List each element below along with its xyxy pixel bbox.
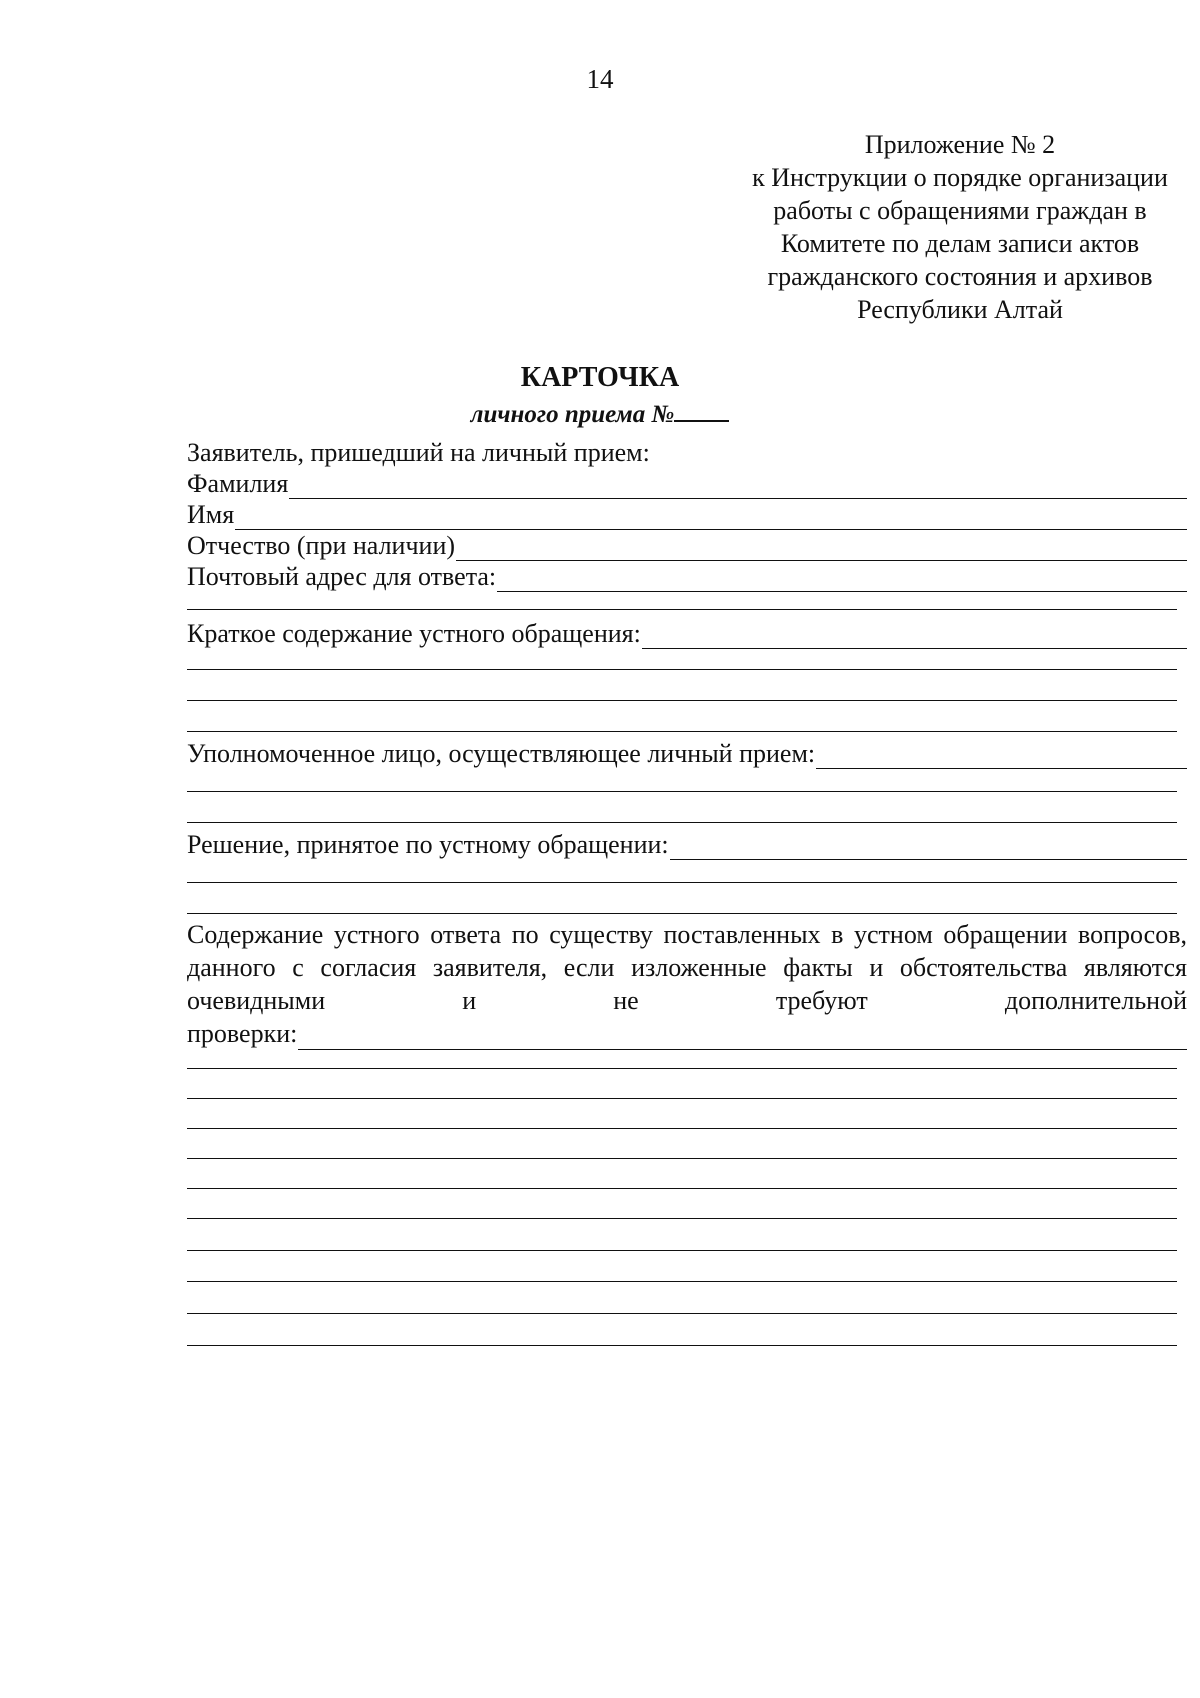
official-label: Уполномоченное лицо, осуществляющее личный прием:	[187, 739, 816, 768]
appendix-note	[690, 128, 1200, 326]
appendix-line: Республики Алтай	[857, 295, 1063, 324]
appendix-line: работы с обращениями граждан в	[773, 196, 1147, 225]
answer-field-line[interactable]	[187, 1313, 1177, 1314]
answer-text: Содержание устного ответа по существу поставленных в устном обращении вопросов, данного с согласия заявителя, если изложенные факты и обстоятельства являются очевидными и не требуют дополнительной	[187, 920, 1187, 1015]
name-field[interactable]	[235, 507, 1187, 530]
patronymic-label: Отчество (при наличии)	[187, 531, 456, 560]
answer-field-line[interactable]	[187, 1188, 1177, 1189]
applicant-heading-row	[187, 436, 1187, 468]
answer-field-line[interactable]	[187, 1068, 1177, 1069]
summary-field-line[interactable]	[187, 700, 1177, 701]
official-field[interactable]	[816, 746, 1187, 769]
address-field[interactable]	[497, 569, 1187, 592]
summary-label: Краткое содержание устного обращения:	[187, 619, 641, 648]
summary-field[interactable]	[642, 626, 1187, 649]
card-subtitle-text: личного приема №	[470, 401, 675, 428]
appendix-line: гражданского состояния и архивов	[767, 262, 1153, 291]
patronymic-field[interactable]	[456, 538, 1187, 561]
card-subtitle	[0, 398, 1200, 429]
name-row	[187, 498, 1187, 530]
answer-field-line[interactable]	[187, 1250, 1177, 1251]
answer-paragraph	[187, 918, 1187, 1050]
address-label: Почтовый адрес для ответа:	[187, 562, 497, 591]
appendix-line: к Инструкции о порядке организации	[752, 163, 1168, 192]
answer-field-line[interactable]	[187, 1128, 1177, 1129]
page-number: 14	[586, 64, 614, 94]
official-field-line[interactable]	[187, 791, 1177, 792]
answer-field-line[interactable]	[187, 1281, 1177, 1282]
card-number-blank[interactable]	[674, 398, 729, 422]
official-row	[187, 737, 1187, 769]
decision-field-line[interactable]	[187, 882, 1177, 883]
answer-last-label: проверки:	[187, 1019, 298, 1048]
answer-field-line[interactable]	[187, 1158, 1177, 1159]
answer-last-line	[187, 1017, 1187, 1050]
summary-field-line[interactable]	[187, 731, 1177, 732]
summary-row	[187, 617, 1187, 649]
card-title: КАРТОЧКА	[520, 362, 680, 393]
summary-field-line[interactable]	[187, 669, 1177, 670]
decision-label: Решение, принятое по устному обращении:	[187, 830, 669, 859]
address-field-line[interactable]	[187, 609, 1177, 610]
surname-row	[187, 467, 1187, 499]
answer-field-line[interactable]	[187, 1218, 1177, 1219]
appendix-line: Приложение № 2	[864, 130, 1056, 159]
name-label: Имя	[187, 500, 235, 529]
answer-field[interactable]	[298, 1027, 1187, 1050]
answer-field-line[interactable]	[187, 1098, 1177, 1099]
decision-field[interactable]	[670, 837, 1187, 860]
answer-field-line[interactable]	[187, 1345, 1177, 1346]
official-field-line[interactable]	[187, 822, 1177, 823]
applicant-heading: Заявитель, пришедший на личный прием:	[187, 438, 650, 467]
decision-row	[187, 828, 1187, 860]
decision-field-line[interactable]	[187, 913, 1177, 914]
appendix-line: Комитете по делам записи актов	[780, 229, 1140, 258]
patronymic-row	[187, 529, 1187, 561]
address-row	[187, 560, 1187, 592]
surname-field[interactable]	[289, 476, 1187, 499]
surname-label: Фамилия	[187, 469, 289, 498]
